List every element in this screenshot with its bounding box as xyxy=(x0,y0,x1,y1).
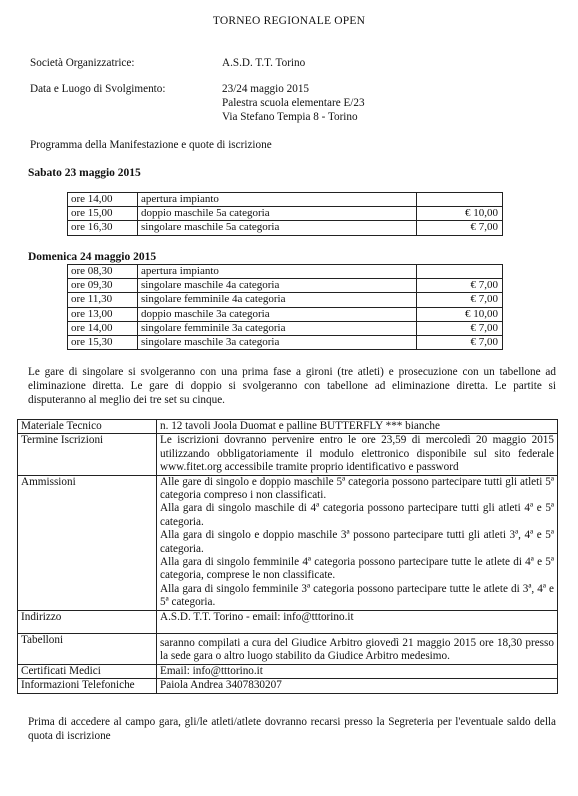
price-cell: € 10,00 xyxy=(417,307,503,321)
materiale-label: Materiale Tecnico xyxy=(18,420,157,434)
indirizzo-label: Indirizzo xyxy=(18,610,157,633)
certificati-label: Certificati Medici xyxy=(18,664,157,678)
data-value: 23/24 maggio 2015 xyxy=(222,83,310,95)
termine-label: Termine Iscrizioni xyxy=(18,434,157,475)
termine-value: Le iscrizioni dovranno pervenire entro le ore 23,59 di mercoledì 20 maggio 2015 utilizzando obbligatoriamente il modulo elettronico disponibile sul sito federale www.fitet.org accessibile tramite proprio identificativo e password xyxy=(157,434,558,475)
ammissioni-item: Alla gara di singolo e doppio maschile 3ª possono partecipare tutti gli atleti 3ª, 4ª e 5ª categoria. xyxy=(160,529,554,555)
table-row xyxy=(68,307,503,321)
sabato-schedule-table xyxy=(67,192,503,236)
time-cell: ore 08,30 xyxy=(68,265,138,279)
price-cell: € 7,00 xyxy=(417,336,503,350)
price-cell xyxy=(417,193,503,207)
document-title: TORNEO REGIONALE OPEN xyxy=(212,15,366,27)
tabelloni-label: Tabelloni xyxy=(18,633,157,664)
table-row xyxy=(68,321,503,335)
societa-value: A.S.D. T.T. Torino xyxy=(222,57,306,69)
ammissioni-label: Ammissioni xyxy=(18,475,157,610)
time-cell: ore 09,30 xyxy=(68,279,138,293)
indirizzo-email: A.S.D. T.T. Torino - email: info@tttorino.it xyxy=(157,610,558,633)
table-row xyxy=(18,679,558,693)
event-cell: singolare maschile 5a categoria xyxy=(138,221,417,235)
indirizzo-value: Via Stefano Tempia 8 - Torino xyxy=(222,111,358,123)
tabelloni-value: saranno compilati a cura del Giudice Arbitro giovedì 21 maggio 2015 ore 18,30 presso la sede gara o altro luogo stabilito da Giudice Arbitro medesimo. xyxy=(157,633,558,664)
table-row xyxy=(68,336,503,350)
table-row xyxy=(68,221,503,235)
price-cell xyxy=(417,265,503,279)
sabato-heading: Sabato 23 maggio 2015 xyxy=(28,167,141,179)
table-row xyxy=(18,664,558,678)
programma-heading: Programma della Manifestazione e quote di iscrizione xyxy=(30,139,272,151)
time-cell: ore 16,30 xyxy=(68,221,138,235)
materiale-value: n. 12 tavoli Joola Duomat e palline BUTTERFLY *** bianche xyxy=(157,420,558,434)
event-cell: doppio maschile 5a categoria xyxy=(138,207,417,221)
time-cell: ore 11,30 xyxy=(68,293,138,307)
time-cell: ore 15,30 xyxy=(68,336,138,350)
ammissioni-item: Alla gara di singolo maschile di 4ª categoria possono partecipare tutti gli atleti 4ª e 5ª categoria. xyxy=(160,502,554,528)
table-row xyxy=(18,610,558,633)
table-row xyxy=(68,265,503,279)
formula-paragraph: Le gare di singolare si svolgeranno con una prima fase a gironi (tre atleti) e prosecuzione con un tabellone ad eliminazione diretta. Le gare di doppio si svolgeranno con tabellone ad eliminazione diretta. Le partite si disputeranno al meglio dei tre set su cinque. xyxy=(28,366,556,406)
ammissioni-value xyxy=(157,475,558,610)
event-cell: singolare maschile 4a categoria xyxy=(138,279,417,293)
domenica-schedule-table xyxy=(67,264,503,350)
time-cell: ore 15,00 xyxy=(68,207,138,221)
table-row xyxy=(18,633,558,664)
domenica-heading: Domenica 24 maggio 2015 xyxy=(28,251,157,263)
info-table xyxy=(17,419,558,694)
table-row xyxy=(18,434,558,475)
price-cell: € 7,00 xyxy=(417,279,503,293)
price-cell: € 7,00 xyxy=(417,321,503,335)
price-cell: € 7,00 xyxy=(417,221,503,235)
telefono-label: Informazioni Telefoniche xyxy=(18,679,157,693)
table-row xyxy=(68,207,503,221)
table-row xyxy=(68,279,503,293)
time-cell: ore 13,00 xyxy=(68,307,138,321)
price-cell: € 7,00 xyxy=(417,293,503,307)
event-cell: singolare maschile 3a categoria xyxy=(138,336,417,350)
ammissioni-item: Alle gare di singolo e doppio maschile 5ª categoria possono partecipare tutti gli atleti 5ª categoria compreso i non classificati. xyxy=(160,475,554,502)
societa-label: Società Organizzatrice: xyxy=(30,57,135,69)
time-cell: ore 14,00 xyxy=(68,321,138,335)
table-row xyxy=(68,193,503,207)
table-row xyxy=(68,293,503,307)
table-row xyxy=(18,475,558,610)
table-row xyxy=(18,420,558,434)
event-cell: doppio maschile 3a categoria xyxy=(138,307,417,321)
event-cell: apertura impianto xyxy=(138,265,417,279)
time-cell: ore 14,00 xyxy=(68,193,138,207)
event-cell: singolare femminile 4a categoria xyxy=(138,293,417,307)
luogo-value: Palestra scuola elementare E/23 xyxy=(222,97,365,109)
data-luogo-label: Data e Luogo di Svolgimento: xyxy=(30,83,166,95)
ammissioni-item: Alla gara di singolo femminile 3ª categoria possono partecipare tutte le atlete di 3ª, 4ª e 5ª categoria. xyxy=(160,582,554,609)
event-cell: apertura impianto xyxy=(138,193,417,207)
certificati-value: Email: info@tttorino.it xyxy=(157,664,558,678)
telefono-value: Paiola Andrea 3407830207 xyxy=(157,679,558,693)
event-cell: singolare femminile 3a categoria xyxy=(138,321,417,335)
footer-paragraph: Prima di accedere al campo gara, gli/le atleti/atlete dovranno recarsi presso la Segreteria per l'eventuale saldo della quota di iscrizione xyxy=(28,716,556,742)
ammissioni-item: Alla gara di singolo femminile 4ª categoria possono partecipare tutte le atlete di 4ª e 5ª categoria, comprese le non classificate. xyxy=(160,556,554,582)
price-cell: € 10,00 xyxy=(417,207,503,221)
